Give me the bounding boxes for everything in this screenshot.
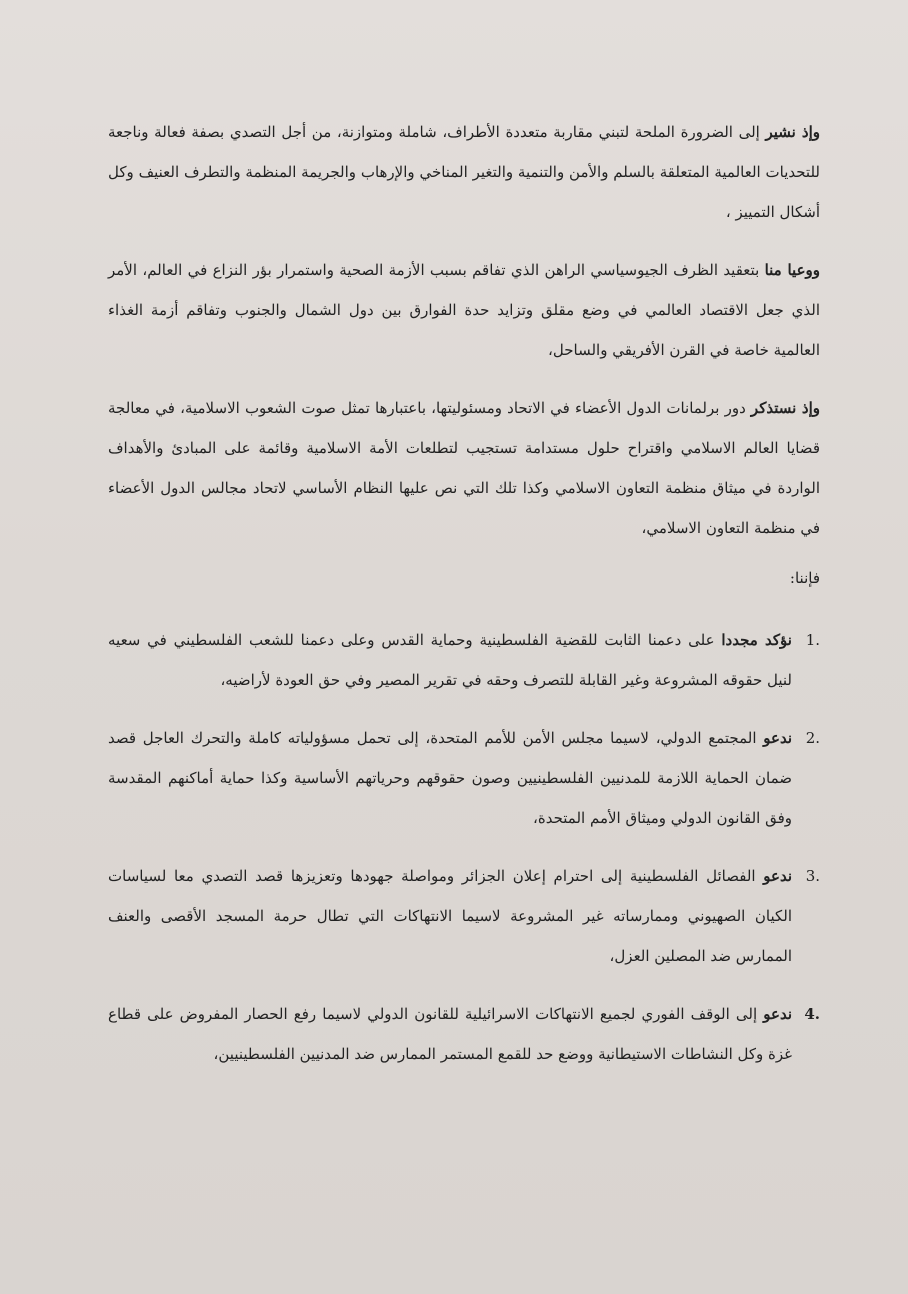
paragraph-lead: وإذ نستذكر (750, 399, 820, 417)
clause-number: 2. (805, 729, 820, 747)
preamble-paragraph-3 (108, 388, 820, 548)
operative-clause-3 (108, 856, 820, 976)
clause-lead: ندعو (763, 867, 792, 885)
clause-number: 1. (805, 631, 820, 649)
clause-lead: ندعو (763, 729, 792, 747)
paragraph-text: دور برلمانات الدول الأعضاء في الاتحاد ومسئوليتها، باعتبارها تمثل صوت الشعوب الاسلامية، في معالجة قضايا العالم الاسلامي واقتراح حلول مستدامة تستجيب لتطلعات الأمة الاسلامية وقائمة على المبادئ والأهداف الواردة في ميثاق منظمة التعاون الاسلامي وكذا تلك التي نص عليها النظام الأساسي لاتحاد مجالس الدول الأعضاء في منظمة التعاون الاسلامي، (108, 399, 820, 537)
clause-lead: ندعو (763, 1005, 792, 1023)
paragraph-lead: وإذ نشير (765, 123, 821, 141)
preamble-paragraph-1 (108, 112, 820, 232)
operative-clause-2 (108, 718, 820, 838)
clause-text: المجتمع الدولي، لاسيما مجلس الأمن للأمم المتحدة، إلى تحمل مسؤولياته كاملة والتحرك العاجل قصد ضمان الحماية اللازمة للمدنيين الفلسطينيين وصون حقوقهم وحرياتهم الأساسية وكذا حماية أماكنهم المقدسة وفق القانون الدولي وميثاق الأمم المتحدة، (108, 729, 792, 827)
clause-text: على دعمنا الثابت للقضية الفلسطينية وحماية القدس وعلى دعمنا للشعب الفلسطيني في سعيه لنيل حقوقه المشروعة وغير القابلة للتصرف وحقه في تقرير المصير وفي حق العودة لأراضيه، (108, 631, 792, 689)
paragraph-text: بتعقيد الظرف الجيوسياسي الراهن الذي تفاقم بسبب الأزمة الصحية واستمرار بؤر النزاع في العالم، الأمر الذي جعل الاقتصاد العالمي في وضع مقلق وتزايد حدة الفوارق بين دول الشمال والجنوب وتفاقم أزمة الغذاء العالمية خاصة في القرن الأفريقي والساحل، (108, 261, 820, 359)
operative-clauses-list (108, 620, 820, 1074)
preamble-paragraph-2 (108, 250, 820, 370)
clause-lead: نؤكد مجددا (721, 631, 792, 649)
clause-text: إلى الوقف الفوري لجميع الانتهاكات الاسرائيلية للقانون الدولي لاسيما رفع الحصار المفروض على قطاع غزة وكل النشاطات الاستيطانية ووضع حد للقمع المستمر الممارس ضد المدنيين الفلسطينيين، (108, 1005, 792, 1063)
clause-number: 4. (804, 1005, 820, 1023)
paragraph-text: إلى الضرورة الملحة لتبني مقاربة متعددة الأطراف، شاملة ومتوازنة، من أجل التصدي بصفة فعالة وناجعة للتحديات العالمية المتعلقة بالسلم والأمن والتنمية والتغير المناخي والإرهاب والجريمة المنظمة والتطرف العنيف وكل أشكال التمييز ، (108, 123, 820, 221)
clause-number: 3. (805, 867, 820, 885)
operative-clause-4 (108, 994, 820, 1074)
operative-intro: فإننا: (789, 569, 820, 587)
operative-clause-1 (108, 620, 820, 700)
paragraph-lead: ووعيا منا (764, 261, 821, 279)
clause-text: الفصائل الفلسطينية إلى احترام إعلان الجزائر ومواصلة جهودها وتعزيزها قصد التصدي معا لسياسات الكيان الصهيوني وممارساته غير المشروعة لاسيما الانتهاكات التي تطال حرمة المسجد الأقصى والعنف الممارس ضد المصلين العزل، (108, 867, 792, 965)
